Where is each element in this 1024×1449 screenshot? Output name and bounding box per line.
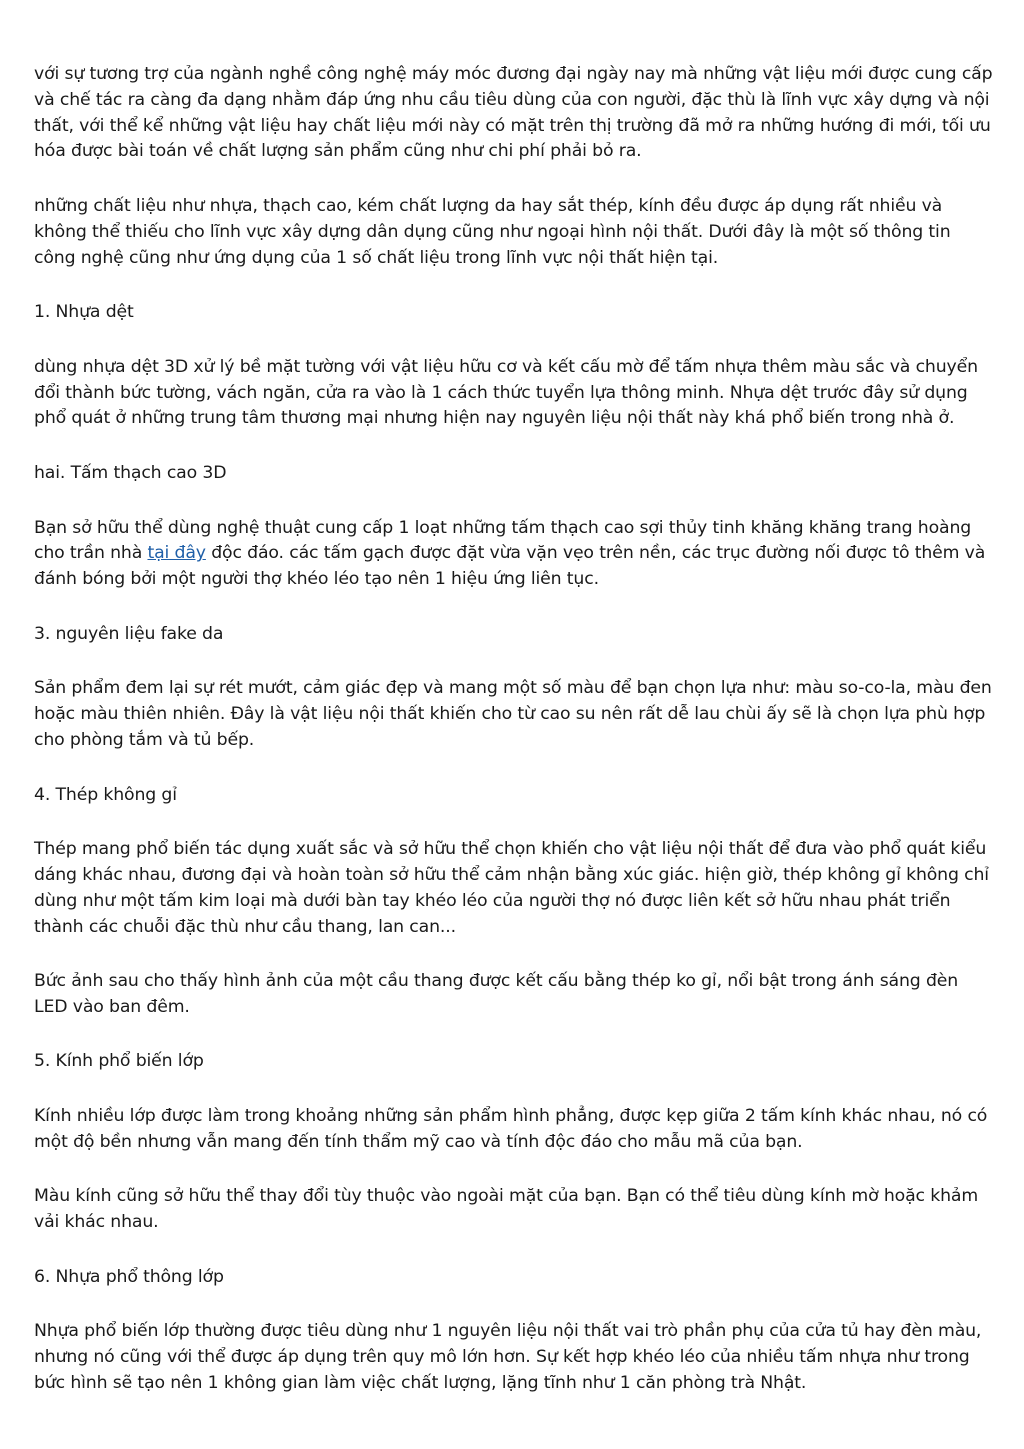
paragraph-nhua-det: dùng nhựa dệt 3D xử lý bề mặt tường với vật liệu hữu cơ và kết cấu mờ để tấm nhựa thêm màu sắc và chuyển đổi thành bức tường, vách ngăn, cửa ra vào là 1 cách thức tuyển lựa thông minh. Nhựa dệt trước đây sử dụng phổ quát ở những trung tâm thương mại nhưng hiện nay nguyên liệu nội thất này khá phổ biến trong nhà ở. <box>34 356 978 429</box>
paragraph-cau-thang: Bức ảnh sau cho thấy hình ảnh của một cầu thang được kết cấu bằng thép ko gỉ, nổi bật trong ánh sáng đèn LED vào ban đêm. <box>34 971 959 1017</box>
paragraph-mau-kinh: Màu kính cũng sở hữu thể thay đổi tùy thuộc vào ngoài mặt của bạn. Bạn có thể tiêu dùng kính mờ hoặc khảm vải khác nhau. <box>34 1186 979 1233</box>
paragraph-thep-khong-gi: Thép mang phổ biến tác dụng xuất sắc và sở hữu thể chọn khiến cho vật liệu nội thất để đưa vào phổ quát kiểu dáng khác nhau, đương đại và hoàn toàn sở hữu thể cảm nhận bằng xúc giác. hiện giờ, thép không gỉ không chỉ dùng như một tấm kim loại mà dưới bàn tay khéo léo của người thợ nó được liên kết sở hữu nhau phát triển thành các chuỗi đặc thù như cầu thang, lan can... <box>34 839 989 937</box>
paragraph-thach-cao-text-2: độc đáo. các tấm gạch được đặt vừa vặn vẹo trên nền, các trục đường nối được tô thêm và đánh bóng bởi một người thợ khéo léo tạo nên 1 hiệu ứng liên tục. <box>34 543 986 590</box>
heading-nhua-lop: 6. Nhựa phổ thông lớp <box>34 1266 224 1287</box>
heading-thep-khong-gi: 4. Thép không gỉ <box>34 784 177 805</box>
paragraph-thach-cao <box>34 516 994 593</box>
paragraph-thach-cao-text-1: Bạn sở hữu thể dùng nghệ thuật cung cấp 1 loạt những tấm thạch cao sợi thủy tinh khăng khăng trang hoàng cho trần nhà <box>34 517 972 564</box>
paragraph-intro: với sự tương trợ của ngành nghề công nghệ máy móc đương đại ngày nay mà những vật liệu mới được cung cấp và chế tác ra càng đa dạng nhằm đáp ứng nhu cầu tiêu dùng của con người, đặc thù là lĩnh vực xây dựng và nội thất, với thể kể những vật liệu hay chất liệu mới này có mặt trên thị trường đã mở ra những hướng đi mới, tối ưu hóa được bài toán về chất lượng sản phẩm cũng như chi phí phải bỏ ra. <box>34 64 993 162</box>
heading-nhua-det: 1. Nhựa dệt <box>34 302 134 323</box>
tai-day-link[interactable]: tại đây <box>147 543 206 564</box>
document-body <box>34 62 994 1426</box>
paragraph-nhua-lop: Nhựa phổ biến lớp thường được tiêu dùng như 1 nguyên liệu nội thất vai trò phần phụ của cửa tủ hay đèn màu, nhưng nó cũng với thể được áp dụng trên quy mô lớn hơn. Sự kết hợp khéo léo của nhiều tấm nhựa như trong bức hình sẽ tạo nên 1 không gian làm việc chất lượng, lặng tĩnh như 1 căn phòng trà Nhật. <box>34 1321 982 1394</box>
paragraph-materials: những chất liệu như nhựa, thạch cao, kém chất lượng da hay sắt thép, kính đều được áp dụng rất nhiều và không thể thiếu cho lĩnh vực xây dựng dân dụng cũng như ngoại hình nội thất. Dưới đây là một số thông tin công nghệ cũng như ứng dụng của 1 số chất liệu trong lĩnh vực nội thất hiện tại. <box>34 195 951 268</box>
paragraph-fake-da: Sản phẩm đem lại sự rét mướt, cảm giác đẹp và mang một số màu để bạn chọn lựa như: màu so-co-la, màu đen hoặc màu thiên nhiên. Đây là vật liệu nội thất khiến cho từ cao su nên rất dễ lau chùi ấy sẽ là chọn lựa phù hợp cho phòng tắm và tủ bếp. <box>34 678 992 750</box>
paragraph-kinh: Kính nhiều lớp được làm trong khoảng những sản phẩm hình phẳng, được kẹp giữa 2 tấm kính khác nhau, nó có một độ bền nhưng vẫn mang đến tính thẩm mỹ cao và tính độc đáo cho mẫu mã của bạn. <box>34 1106 988 1152</box>
heading-fake-da: 3. nguyên liệu fake da <box>34 623 224 644</box>
heading-kinh: 5. Kính phổ biến lớp <box>34 1051 204 1072</box>
heading-thach-cao: hai. Tấm thạch cao 3D <box>34 462 227 483</box>
